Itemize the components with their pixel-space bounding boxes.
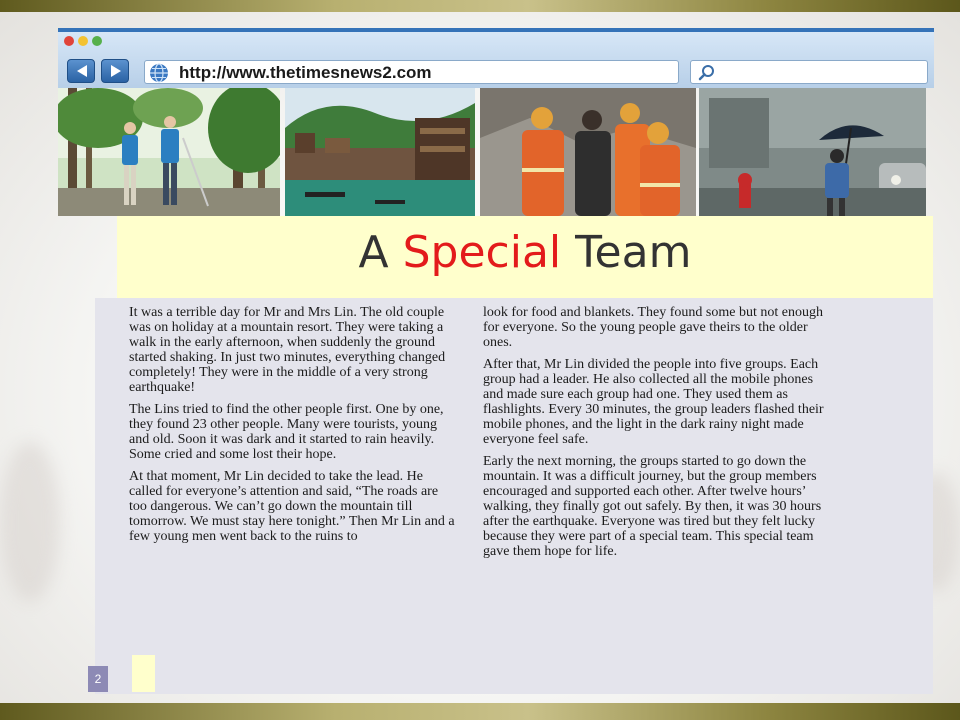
minimize-window-icon[interactable]: [78, 36, 88, 46]
back-button[interactable]: [67, 59, 95, 83]
page-title: [117, 228, 933, 278]
forward-arrow-icon: [109, 64, 123, 78]
slide-top-bar: [0, 0, 960, 12]
address-bar[interactable]: [144, 60, 679, 84]
article-right-column: [483, 305, 833, 566]
globe-icon: [149, 63, 169, 83]
article-left-column: [129, 305, 457, 551]
article-text: [95, 298, 933, 694]
title-part-1: A: [358, 227, 403, 278]
search-input[interactable]: [690, 60, 928, 84]
paragraph: The Lins tried to find the other people first. One by one, they found 23 other people. Many were tourists, young and old. Soon it was dark and it started to rain heavily. Some cried and some lost their hope.: [129, 402, 444, 462]
maximize-window-icon[interactable]: [92, 36, 102, 46]
back-arrow-icon: [75, 64, 89, 78]
background-decoration: [0, 442, 60, 602]
note-box: [132, 655, 155, 692]
forward-button[interactable]: [101, 59, 129, 83]
slide-page-number: 2: [88, 666, 108, 692]
hikers-photo: [58, 88, 280, 216]
title-accent: Special: [402, 227, 562, 278]
river-town-photo: [285, 88, 475, 216]
title-band: [117, 216, 933, 298]
photo-strip: [58, 88, 926, 216]
slide-bottom-bar: [0, 703, 960, 720]
paragraph: It was a terrible day for Mr and Mrs Lin. The old couple was on holiday at a mountain resort. They were taking a walk in the early afternoon, when suddenly the ground started shaking. In just two minutes, everything changed completely! They were in the middle of a very strong earthquake!: [129, 305, 446, 395]
paragraph: look for food and blankets. They found some but not enough for everyone. So the young people gave theirs to the older ones.: [483, 305, 823, 350]
window-controls: [64, 36, 102, 46]
browser-window-chrome: [58, 28, 934, 88]
paragraph: After that, Mr Lin divided the people into five groups. Each group had a leader. He also collected all the mobile phones and made sure each group had one. They used them as flashlights. Every 30 minutes, the group leaders flashed their mobile phones, and the light in the dark rainy night made everyone feel safe.: [483, 357, 824, 447]
search-icon[interactable]: [698, 64, 716, 82]
paragraph: At that moment, Mr Lin decided to take the lead. He called for everyone’s attention and said, “The roads are too dangerous. We can’t go down the mountain till tomorrow. We must stay here tonight.” Then Mr Lin and a few young men went back to the ruins to: [129, 469, 455, 544]
url-text: http://www.thetimesnews2.com: [179, 63, 432, 82]
rain-umbrella-photo: [699, 88, 926, 216]
title-part-2: Team: [561, 227, 692, 278]
paragraph: Early the next morning, the groups started to go down the mountain. It was a difficult journey, but the group members encouraged and supported each other. After twelve hours’ walking, they finally got out safely. By then, it was 30 hours after the earthquake. Everyone was tired but they felt lucky because they were part of a special team. This special team gave them hope for life.: [483, 454, 822, 559]
rescue-workers-photo: [480, 88, 696, 216]
close-window-icon[interactable]: [64, 36, 74, 46]
